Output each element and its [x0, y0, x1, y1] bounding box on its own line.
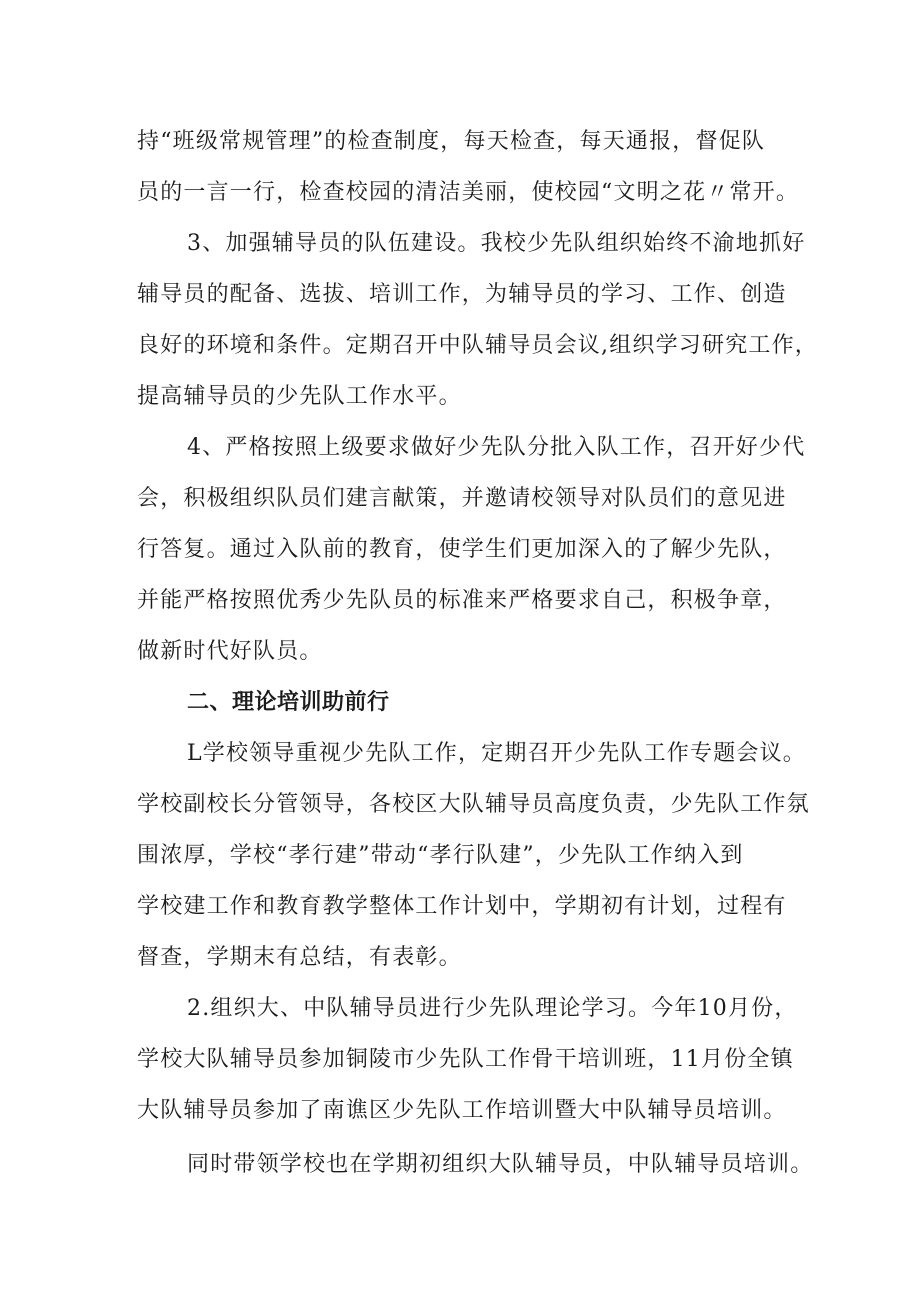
- section-heading: 二、理论培训助前行: [187, 690, 390, 715]
- text-line-3: 3、加强辅导员的队伍建设。我校少先队组织始终不渝地抓好: [187, 231, 806, 256]
- text-line-6: 提高辅导员的少先队工作水平。: [137, 384, 462, 409]
- text-line-8: 会，积极组织队员们建言献策，并邀请校领导对队员们的意见进: [137, 486, 787, 511]
- text-line-13: L学校领导重视少先队工作，定期召开少先队工作专题会议。: [187, 741, 807, 766]
- text-line-10: 并能严格按照优秀少先队员的标准来严格要求自己，积极争章，: [137, 588, 787, 613]
- text-line-1: 持“班级常规管理”的检查制度，每天检查，每天通报，督促队: [137, 129, 766, 154]
- text-line-21: 同时带领学校也在学期初组织大队辅导员，中队辅导员培训。: [187, 1152, 814, 1177]
- text-line-15: 围浓厚，学校“孝行建”带动“孝行队建”，少先队工作纳入到: [137, 843, 744, 868]
- text-line-19: 学校大队辅导员参加铜陵市少先队工作骨干培训班，11月份全镇: [137, 1047, 794, 1072]
- text-line-18: 2.组织大、中队辅导员进行少先队理论学习。今年10月份，: [187, 996, 798, 1021]
- text-line-4: 辅导员的配备、选拔、培训工作，为辅导员的学习、工作、创造: [137, 282, 787, 307]
- text-line-2: 员的一言一行，检查校园的清洁美丽，使校园“文明之花〃常开。: [137, 180, 800, 205]
- text-line-9: 行答复。通过入队前的教育，使学生们更加深入的了解少先队，: [137, 537, 787, 562]
- text-line-5: 良好的环境和条件。定期召开中队辅导员会议,组织学习研究工作，: [137, 333, 818, 358]
- text-line-7: 4、严格按照上级要求做好少先队分批入队工作，召开好少代: [187, 435, 806, 460]
- text-line-14: 学校副校长分管领导，各校区大队辅导员高度负责，少先队工作氛: [137, 792, 810, 817]
- text-line-16: 学校建工作和教育教学整体工作计划中，学期初有计划，过程有: [137, 894, 787, 919]
- text-line-11: 做新时代好队员。: [137, 639, 323, 664]
- text-line-20: 大队辅导员参加了南谯区少先队工作培训暨大中队辅导员培训。: [137, 1098, 787, 1123]
- text-line-17: 督查，学期末有总结，有表彰。: [137, 945, 462, 970]
